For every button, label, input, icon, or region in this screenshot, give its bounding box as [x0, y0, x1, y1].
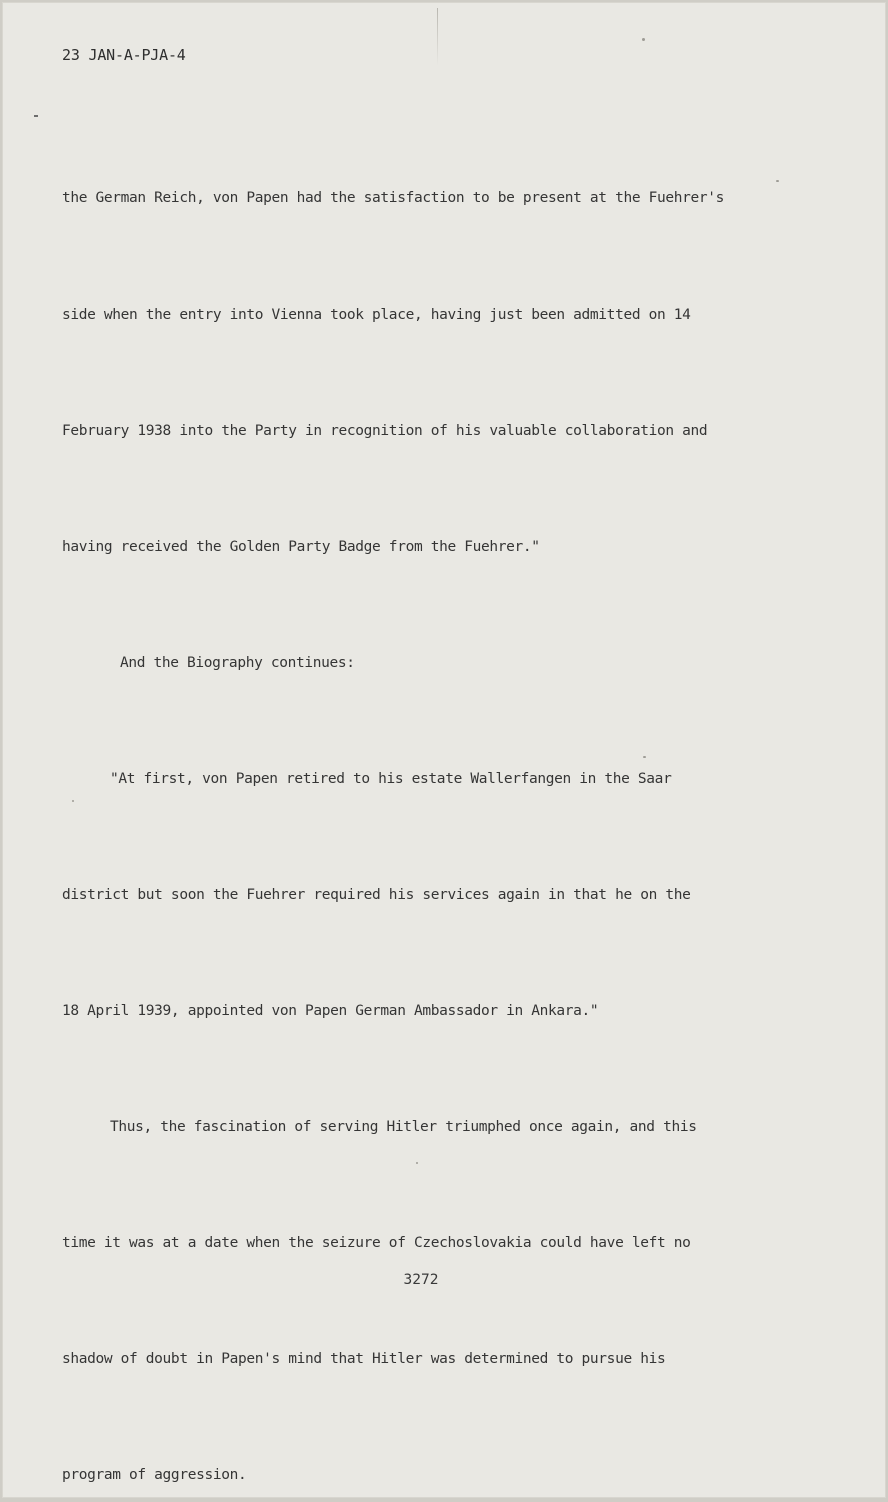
document-page: [2, 2, 886, 1498]
page-footer: [2, 1272, 886, 1288]
body-line: time it was at a date when the seizure of Czechoslovakia could have left no: [62, 1235, 691, 1252]
body-line: February 1938 into the Party in recognition of his valuable collaboration and: [62, 422, 708, 439]
body-line: district but soon the Fuehrer required his services again in that he on the: [62, 886, 691, 903]
body-line: side when the entry into Vienna took place, having just been admitted on 14: [62, 306, 691, 323]
body-line: "At first, von Papen retired to his estate Wallerfangen in the Saar: [110, 770, 672, 787]
document-reference-header: 23 JAN-A-PJA-4: [62, 46, 186, 64]
body-line: shadow of doubt in Papen's mind that Hitler was determined to pursue his: [62, 1351, 666, 1368]
body-line: And the Biography continues:: [120, 654, 355, 671]
body-line: 18 April 1939, appointed von Papen German Ambassador in Ankara.": [62, 1003, 599, 1020]
body-line: having received the Golden Party Badge from the Fuehrer.": [62, 538, 540, 555]
document-body: [62, 102, 842, 1498]
paper-fold-mark: [437, 8, 438, 66]
body-line: Thus, the fascination of serving Hitler triumphed once again, and this: [110, 1119, 697, 1136]
margin-mark: [34, 115, 38, 117]
page-number: 3272: [403, 1272, 439, 1288]
body-line: the German Reich, von Papen had the satisfaction to be present at the Fuehrer's: [62, 190, 724, 207]
body-line: program of aggression.: [62, 1467, 247, 1484]
paper-speck: [642, 38, 645, 41]
